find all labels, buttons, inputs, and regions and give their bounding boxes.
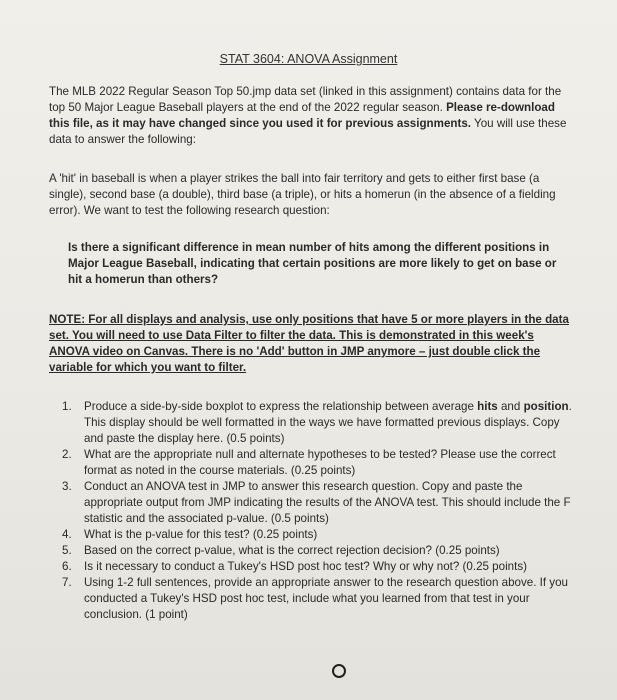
item-text-post: . This display should be well formatted in the ways we have formatted previous displays. Copy and paste the display here. (0.5 points) (84, 400, 572, 445)
item-text: What are the appropriate null and alternate hypotheses to be tested? Please use the correct format as noted in the course materials. (0.25 points) (84, 448, 556, 477)
list-item (62, 575, 572, 623)
item-text: Conduct an ANOVA test in JMP to answer this research question. Copy and paste the appropriate output from JMP indicating the results of the ANOVA test. This should include the F statistic and the associated p-value. (0.5 points) (84, 480, 571, 525)
item-bold-position: position (523, 400, 569, 413)
item-text-and: and (497, 400, 524, 413)
list-item (62, 399, 572, 447)
item-number: 4. (62, 528, 72, 541)
list-item (62, 543, 572, 559)
question-list (62, 399, 572, 623)
item-number: 7. (62, 576, 72, 589)
item-text: Is it necessary to conduct a Tukey's HSD post hoc test? Why or why not? (0.25 points) (84, 560, 527, 573)
research-question: Is there a significant difference in mean number of hits among the different positions in Major League Baseball, indicating that certain positions are more likely to get on base or hit a homerun than others? (68, 241, 557, 286)
item-text: Based on the correct p-value, what is the correct rejection decision? (0.25 points) (84, 544, 500, 557)
list-item (62, 447, 572, 479)
item-bold-hits: hits (477, 400, 498, 413)
list-item (62, 479, 572, 527)
circle-icon (332, 664, 346, 678)
list-item (62, 527, 572, 543)
item-number: 3. (62, 480, 72, 493)
item-number: 1. (62, 400, 72, 413)
intro-bold-text: Please re-download this file, as it may have changed since you used it for previous assignments. (49, 101, 555, 130)
page-title: STAT 3604: ANOVA Assignment (219, 52, 398, 66)
item-text: Using 1-2 full sentences, provide an appropriate answer to the research question above. If you conducted a Tukey's HSD post hoc test, include what you learned from that test in your conclusion. (1 point) (84, 576, 569, 621)
item-number: 5. (62, 544, 72, 557)
item-number: 6. (62, 560, 72, 573)
intro-tail: You will use these data to answer the following: (49, 117, 567, 146)
intro-text: The MLB 2022 Regular Season Top 50.jmp data set (linked in this assignment) contains data for the top 50 Major League Baseball players at the end of the 2022 regular season. (49, 85, 562, 114)
note-paragraph: NOTE: For all displays and analysis, use only positions that have 5 or more players in the data set. You will need to use Data Filter to filter the data. This is demonstrated in this week's ANOVA video on Canvas. There is no 'Add' button in JMP anymore – just double click the variable for which you want to filter. (49, 313, 569, 374)
hit-definition-paragraph: A 'hit' in baseball is when a player strikes the ball into fair territory and gets to either first base (a single), second base (a double), third base (a triple), or hits a homerun (in the absence of a fielding error). We want to test the following research question: (49, 172, 556, 217)
item-text: What is the p-value for this test? (0.25 points) (84, 528, 318, 541)
item-text: Produce a side-by-side boxplot to express the relationship between average (84, 400, 478, 413)
intro-paragraph (49, 84, 569, 148)
item-number: 2. (62, 448, 72, 461)
list-item (62, 559, 572, 575)
